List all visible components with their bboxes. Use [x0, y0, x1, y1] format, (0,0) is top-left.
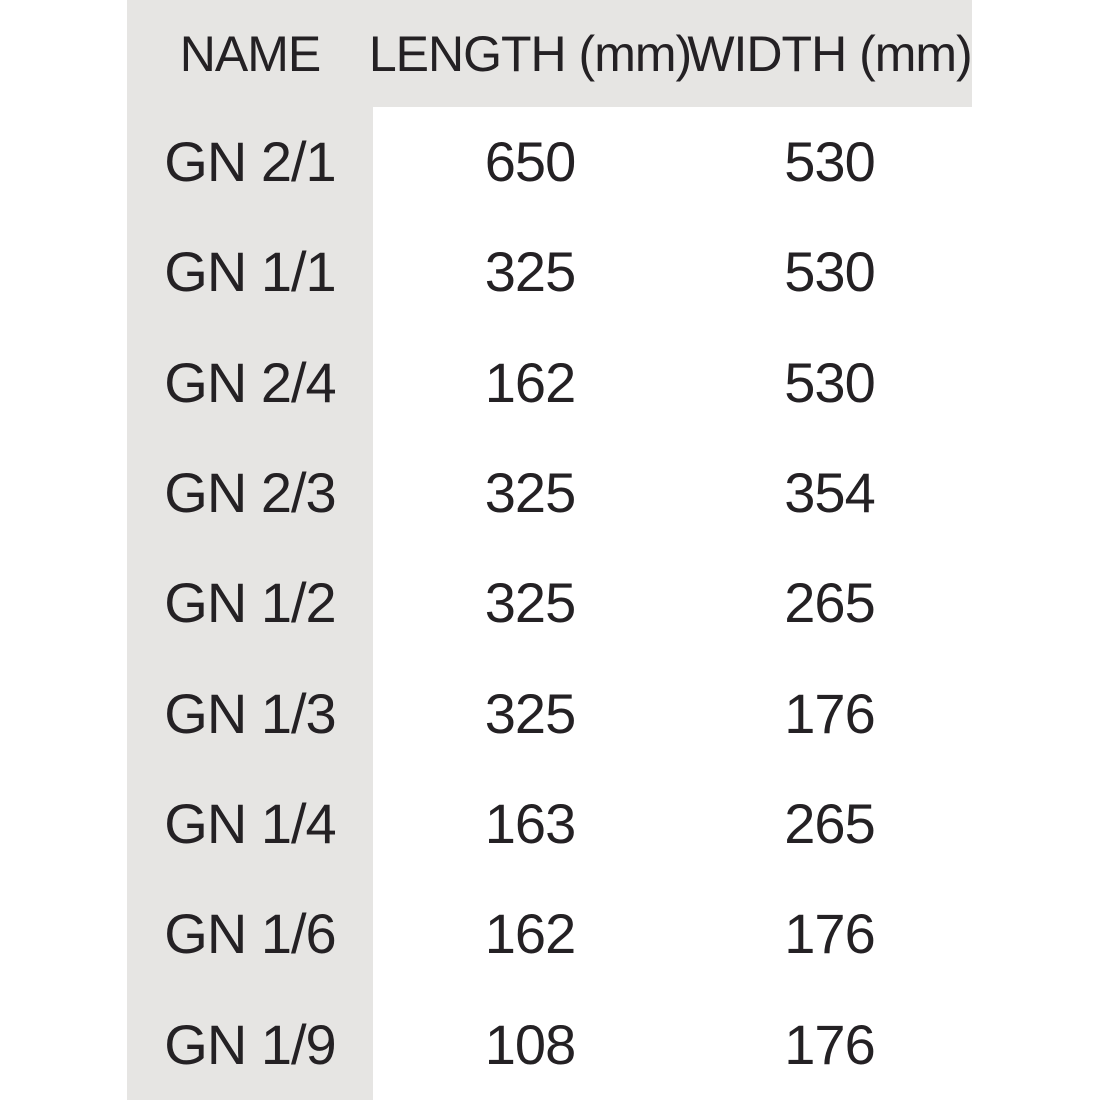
row-length-cell: 162	[484, 902, 576, 966]
row-width-cell: 354	[784, 461, 875, 525]
row-name-cell: GN 2/3	[164, 461, 336, 525]
row-width-cell: 176	[784, 902, 875, 966]
row-width-cell: 265	[784, 791, 875, 855]
row-name-cell: GN 2/4	[164, 350, 336, 414]
row-width-cell: 265	[784, 571, 875, 635]
row-length-cell: 108	[484, 1012, 576, 1076]
row-length-cell: 325	[484, 681, 576, 745]
column-header-name: NAME	[179, 25, 321, 82]
row-name-cell: GN 1/6	[164, 902, 336, 966]
row-length-cell: 325	[484, 571, 576, 635]
row-length-cell: 163	[484, 791, 576, 855]
row-name-cell: GN 1/9	[164, 1012, 336, 1076]
row-length-cell: 325	[484, 240, 576, 304]
row-length-cell: 162	[484, 350, 576, 414]
row-length-cell: 325	[484, 461, 576, 525]
row-name-cell: GN 2/1	[164, 130, 336, 194]
row-width-cell: 176	[784, 1012, 875, 1076]
row-name-cell: GN 1/3	[164, 681, 336, 745]
row-width-cell: 530	[784, 130, 875, 194]
row-name-cell: GN 1/4	[164, 791, 336, 855]
column-header-width: WIDTH (mm)	[687, 25, 972, 82]
column-header-length: LENGTH (mm)	[368, 25, 692, 82]
row-width-cell: 530	[784, 350, 875, 414]
row-width-cell: 530	[784, 240, 875, 304]
row-name-cell: GN 1/1	[164, 240, 336, 304]
row-length-cell: 650	[484, 130, 576, 194]
row-width-cell: 176	[784, 681, 875, 745]
table-grid	[127, 0, 972, 1100]
row-name-cell: GN 1/2	[164, 571, 336, 635]
